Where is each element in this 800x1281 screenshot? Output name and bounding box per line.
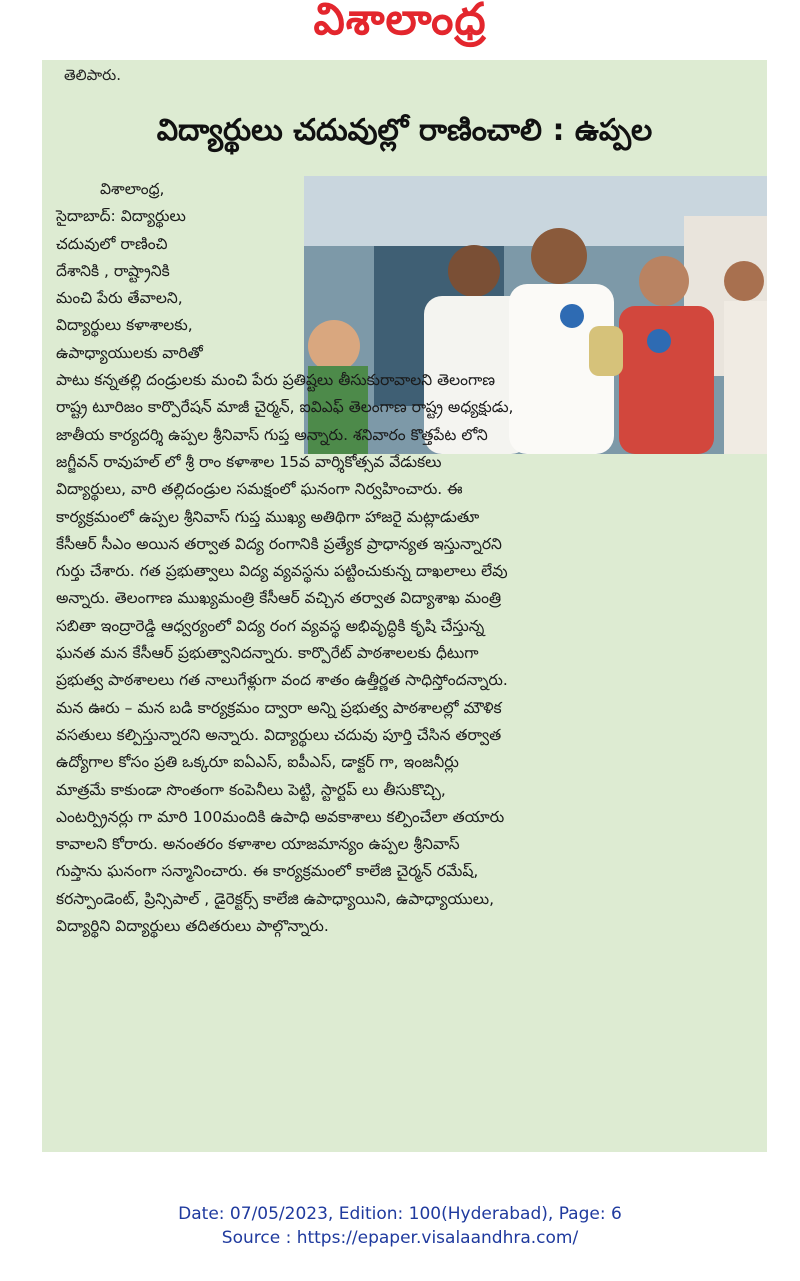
article-line: సైదాబాద్: విద్యార్థులు	[56, 207, 186, 226]
previous-article-tail: తెలిపారు.	[64, 66, 121, 84]
article-line: గుర్తు చేశారు. గత ప్రభుత్వాలు విద్య వ్యవస్థను పట్టించుకున్న దాఖలాలు లేవు	[56, 562, 508, 581]
newspaper-logo: విశాలాంధ్ర	[313, 0, 487, 45]
article-line: చదువులో రాణించి	[56, 234, 168, 253]
article-headline: విద్యార్థులు చదువుల్లో రాణించాలి : ఉప్పల	[156, 113, 653, 148]
masthead	[0, 0, 800, 60]
article-line: కరస్పాండెంట్, ప్రిన్సిపాల్ , డైరెక్టర్స్ కాలేజి ఉపాధ్యాయిని, ఉపాధ్యాయులు,	[56, 889, 495, 908]
article-line: ప్రభుత్వ పాఠశాలలు గత నాలుగేళ్లుగా వంద శాతం ఉత్తీర్ణత సాధిస్తోందన్నారు.	[56, 671, 508, 690]
article-line: వసతులు కల్పిస్తున్నారని అన్నారు. విద్యార్థులు చదువు పూర్తి చేసిన తర్వాత	[56, 725, 502, 744]
article-line: గుప్తాను ఘనంగా సన్మానించారు. ఈ కార్యక్రమంలో కాలేజి చైర్మన్ రమేష్,	[56, 862, 479, 881]
article-line: విద్యార్థులు కళాశాలకు,	[56, 316, 193, 335]
article-line: పాటు కన్నతల్లి దండ్రులకు మంచి పేరు ప్రతిష్టలు తీసుకురావాలని తెలంగాణ	[56, 371, 496, 390]
clipping-footer	[0, 1202, 800, 1250]
source-link[interactable]: Source : https://epaper.visalaandhra.com/	[221, 1228, 579, 1248]
article-line: సబితా ఇంద్రారెడ్డి ఆధ్వర్యంలో విద్య రంగ వ్యవస్థ అభివృద్ధికి కృషి చేస్తున్న	[56, 616, 485, 635]
article-line: కార్యక్రమంలో ఉప్పల శ్రీనివాస్ గుప్త ముఖ్య అతిథిగా హాజరై మట్లాడుతూ	[56, 507, 480, 526]
article-line: ఎంటర్ప్రినర్లు గా మారి 100మందికి ఉపాధి అవకాశాలు కల్పించేలా తయారు	[56, 807, 505, 826]
article-line: కేసీఆర్ సీఎం అయిన తర్వాత విద్య రంగానికి ప్రత్యేక ప్రాధాన్యత ఇస్తున్నారని	[56, 534, 502, 553]
article-line: మంచి పేరు తేవాలని,	[56, 289, 183, 308]
article-line: అన్నారు. తెలంగాణ ముఖ్యమంత్రి కేసీఆర్ వచ్చిన తర్వాత విద్యాశాఖ మంత్రి	[56, 589, 502, 608]
article-line: కావాలని కోరారు. అనంతరం కళాశాల యాజమాన్యం ఉప్పల శ్రీనివాస్	[56, 835, 460, 854]
article-line: జగ్జీవన్ రావుహల్ లో శ్రీ రాం కళాశాల 15వ వార్శికోత్సవ వేడుకలు	[56, 452, 442, 471]
article-body	[56, 176, 756, 940]
article-line: విద్యార్థులు, వారి తల్లిదండ్రుల సమక్షంలో ఘనంగా నిర్వహించారు. ఈ	[56, 480, 463, 499]
article-dateline: విశాలాంధ్ర,	[100, 180, 165, 198]
article-line: మాత్రమే కాకుండా సొంతంగా కంపెనీలు పెట్టి, స్టార్టప్ లు తీసుకొచ్చి,	[56, 780, 446, 799]
article-line: రాష్ట్ర టూరిజం కార్పొరేషన్ మాజీ చైర్మన్, ఐవిఎఫ్ తెలంగాణ రాష్ట్ర అధ్యక్షుడు,	[56, 398, 514, 417]
article-line: ఉపాధ్యాయులకు వారితో	[56, 343, 203, 362]
article-line: విద్యార్థిని విద్యార్థులు తదితరులు పాల్గొన్నారు.	[56, 917, 329, 936]
news-clipping	[42, 60, 767, 1152]
article-line: దేశానికి , రాష్ట్రానికి	[56, 261, 170, 280]
edition-info: Date: 07/05/2023, Edition: 100(Hyderabad), Page: 6	[178, 1204, 622, 1224]
article-line: ఘనత మన కేసీఆర్ ప్రభుత్వానిదన్నారు. కార్పొరేట్ పాఠశాలలకు ధీటుగా	[56, 644, 479, 663]
article-line: ఉద్యోగాల కోసం ప్రతి ఒక్కరూ ఐఏఎస్, ఐపీఎస్, డాక్టర్ గా, ఇంజనీర్లు	[56, 753, 459, 772]
article-line: మన ఊరు – మన బడి కార్యక్రమం ద్వారా అన్ని ప్రభుత్వ పాఠశాలల్లో మౌళిక	[56, 698, 502, 717]
article-line: జాతీయ కార్యదర్శి ఉప్పల శ్రీనివాస్ గుప్త అన్నారు. శనివారం కొత్తపేట లోని	[56, 425, 488, 444]
